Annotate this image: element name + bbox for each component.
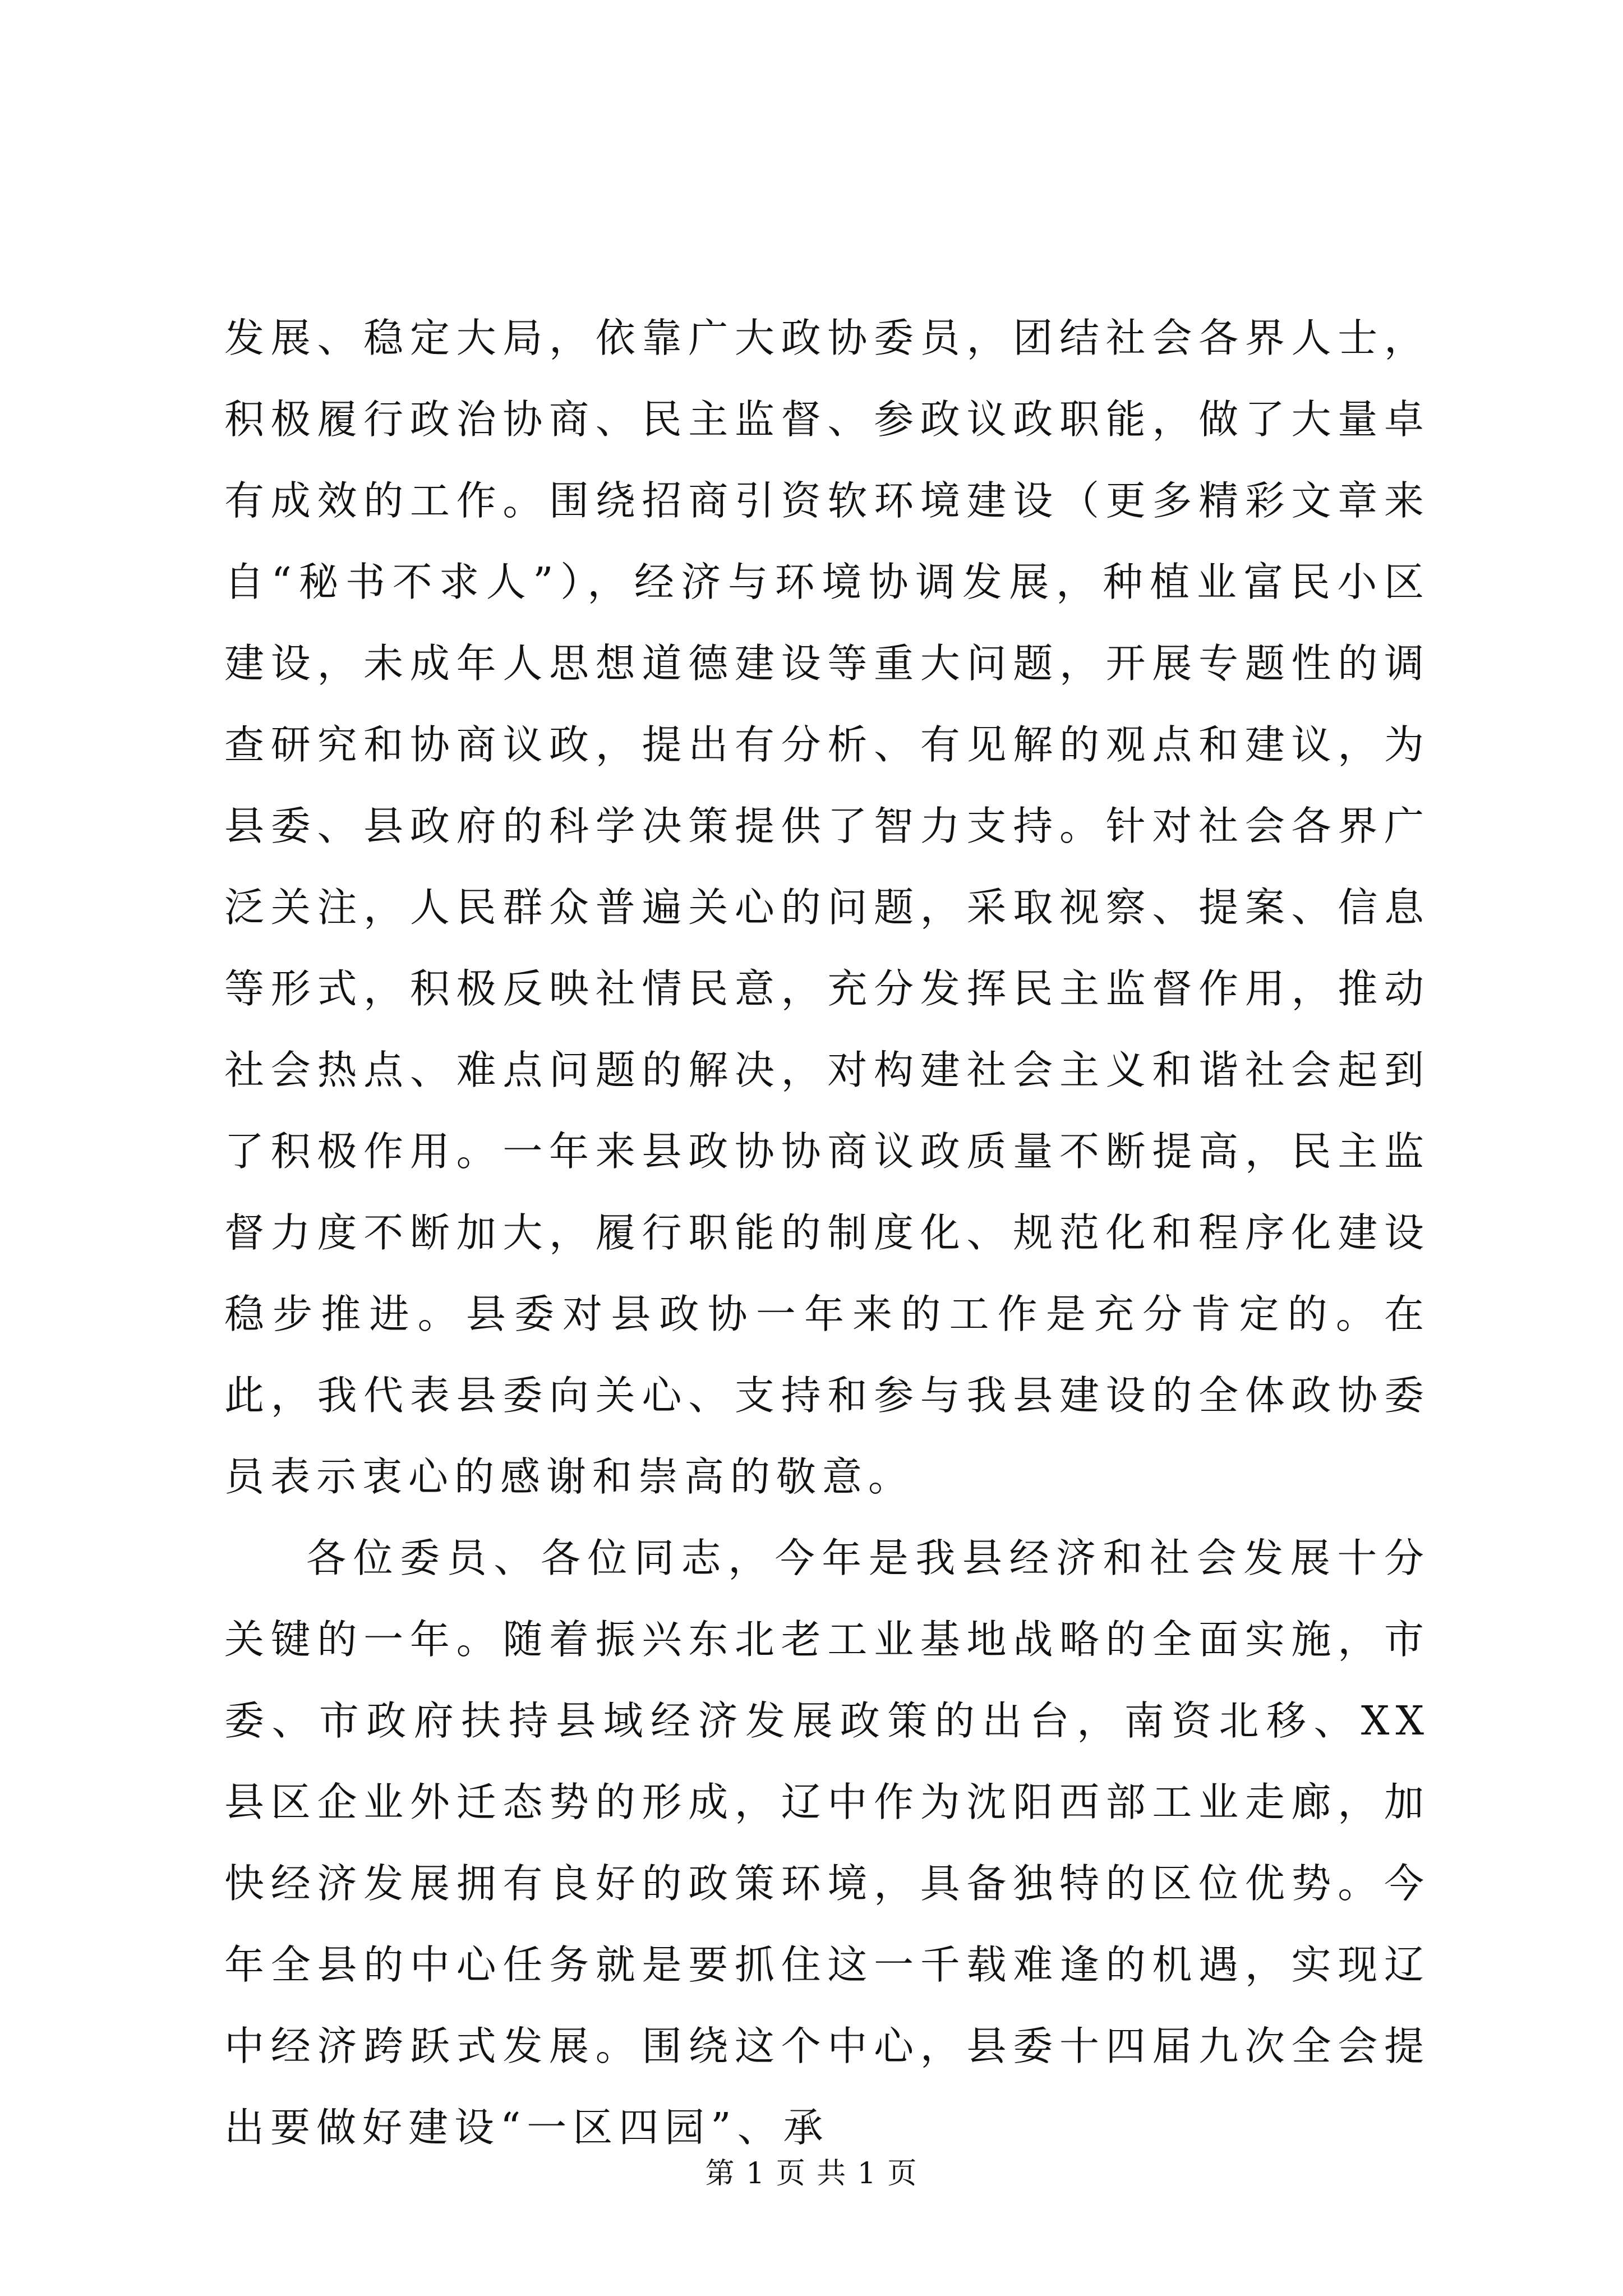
- page-footer: 第 1 页 共 1 页: [705, 2157, 918, 2191]
- paragraph-committee-address: 各位委员、各位同志，今年是我县经济和社会发展十分关键的一年。随着振兴东北老工业基地战略的全面实施，市委、市政府扶持县域经济发展政策的出台，南资北移、XX县区企业外迁态势的形成，辽中作为沈阳西部工业走廊，加快经济发展拥有良好的政策环境，具备独特的区位优势。今年全县的中心任务就是要抓住这一千载难逢的机遇，实现辽中经济跨跃式发展。围绕这个中心，县委十四届九次全会提出要做好建设“一区四园”、承: [224, 1535, 1430, 2151]
- paragraph-continuation: 发展、稳定大局，依靠广大政协委员，团结社会各界人士，积极履行政治协商、民主监督、参政议政职能，做了大量卓有成效的工作。围绕招商引资软环境建设（更多精彩文章来自“秘书不求人”），经济与环境协调发展，种植业富民小区建设，未成年人思想道德建设等重大问题，开展专题性的调查研究和协商议政，提出有分析、有见解的观点和建议，为县委、县政府的科学决策提供了智力支持。针对社会各界广泛关注，人民群众普遍关心的问题，采取视察、提案、信息等形式，积极反映社情民意，充分发挥民主监督作用，推动社会热点、难点问题的解决，对构建社会主义和谐社会起到了积极作用。一年来县政协协商议政质量不断提高，民主监督力度不断加大，履行职能的制度化、规范化和程序化建设稳步推进。县委对县政协一年来的工作是充分肯定的。在此，我代表县委向关心、支持和参与我县建设的全体政协委员表示衷心的感谢和崇高的敬意。: [224, 315, 1430, 1500]
- document-body: [224, 297, 1430, 2168]
